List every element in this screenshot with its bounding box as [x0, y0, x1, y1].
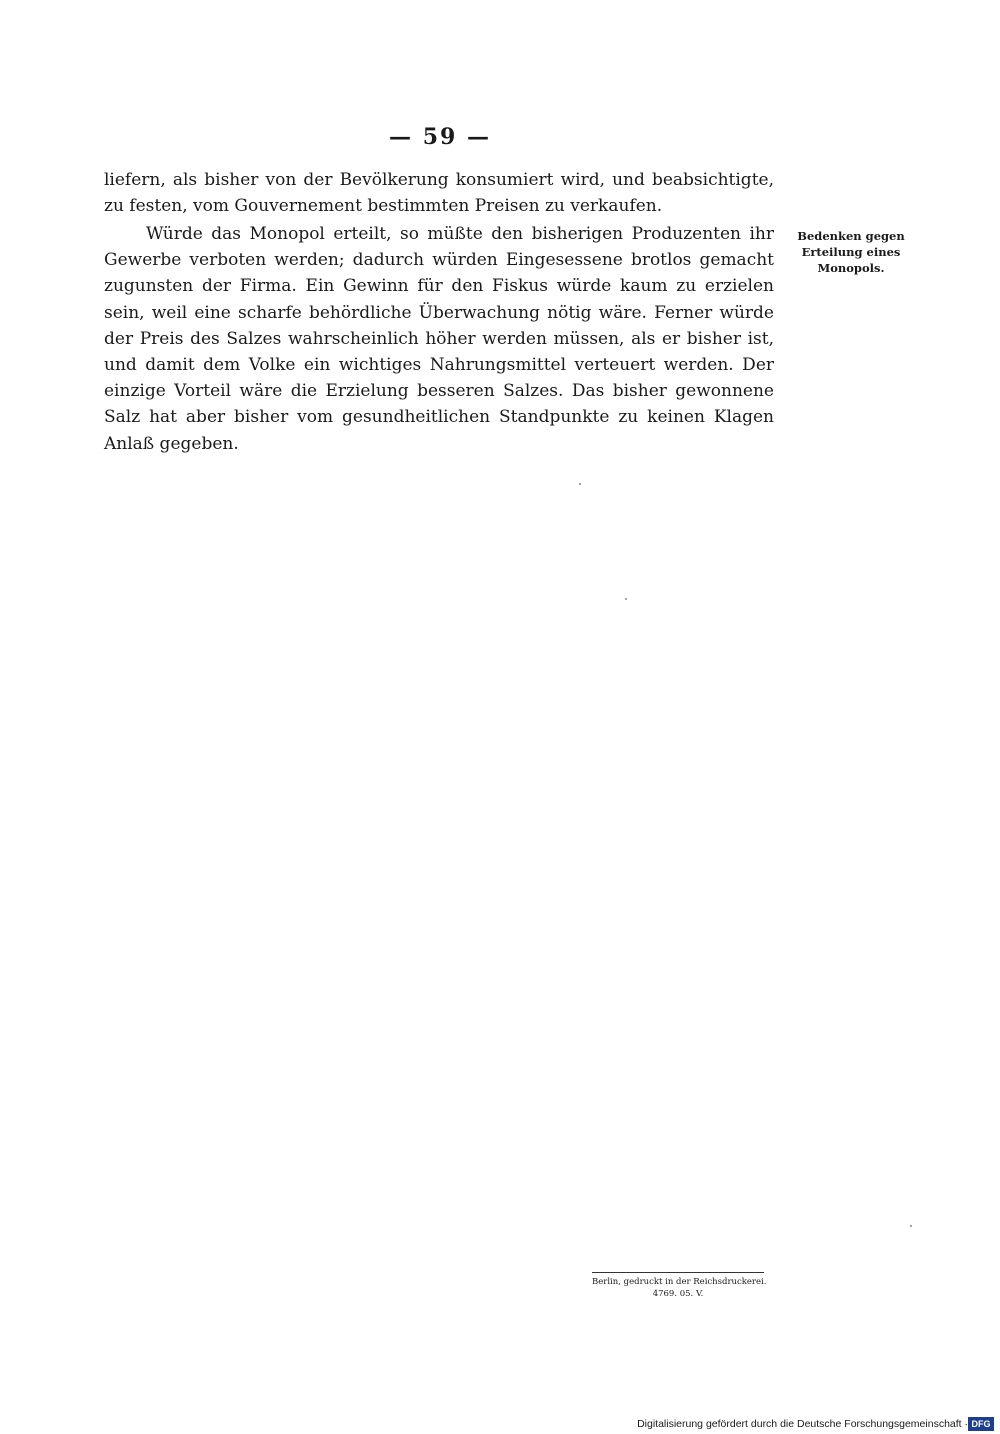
- scan-speck: [625, 598, 627, 600]
- printer-imprint: [592, 1272, 767, 1300]
- paragraph-1: liefern, als bisher von der Bevölkerung konsumiert wird, und beabsichtigte, zu festen, vom Gouvernement bestimmten Preisen zu verkaufen.: [104, 170, 774, 217]
- page-number: — 59 —: [389, 124, 491, 150]
- margin-note: Bedenken gegen Erteilung eines Monopols.: [797, 229, 905, 275]
- scan-speck: [910, 1225, 912, 1227]
- imprint-line-2: 4769. 05. V.: [652, 1289, 704, 1299]
- digitization-footer: Digitalisierung gefördert durch die Deutsche Forschungsgemeinschaft ·: [637, 1418, 968, 1430]
- paragraph-2: Würde das Monopol erteilt, so müßte den bisherigen Produzenten ihr Gewerbe verboten werden; dadurch würden Eingesessene brotlos gemacht zugunsten der Firma. Ein Gewinn für den Fiskus würde kaum zu erzielen sein, weil eine scharfe behördliche Überwachung nötig wäre. Ferner würde der Preis des Salzes wahrscheinlich höher werden müssen, als er bisher ist, und damit dem Volke ein wichtiges Nahrungsmittel verteuert werden. Der einzige Vorteil wäre die Erzielung besseren Salzes. Das bisher gewonnene Salz hat aber bisher vom gesundheitlichen Standpunkte zu keinen Klagen Anlaß gegeben.: [104, 224, 774, 454]
- scan-speck: [579, 483, 581, 485]
- imprint-line-1: Berlin, gedruckt in der Reichsdruckerei.: [592, 1277, 767, 1287]
- dfg-logo: DFG: [968, 1417, 994, 1431]
